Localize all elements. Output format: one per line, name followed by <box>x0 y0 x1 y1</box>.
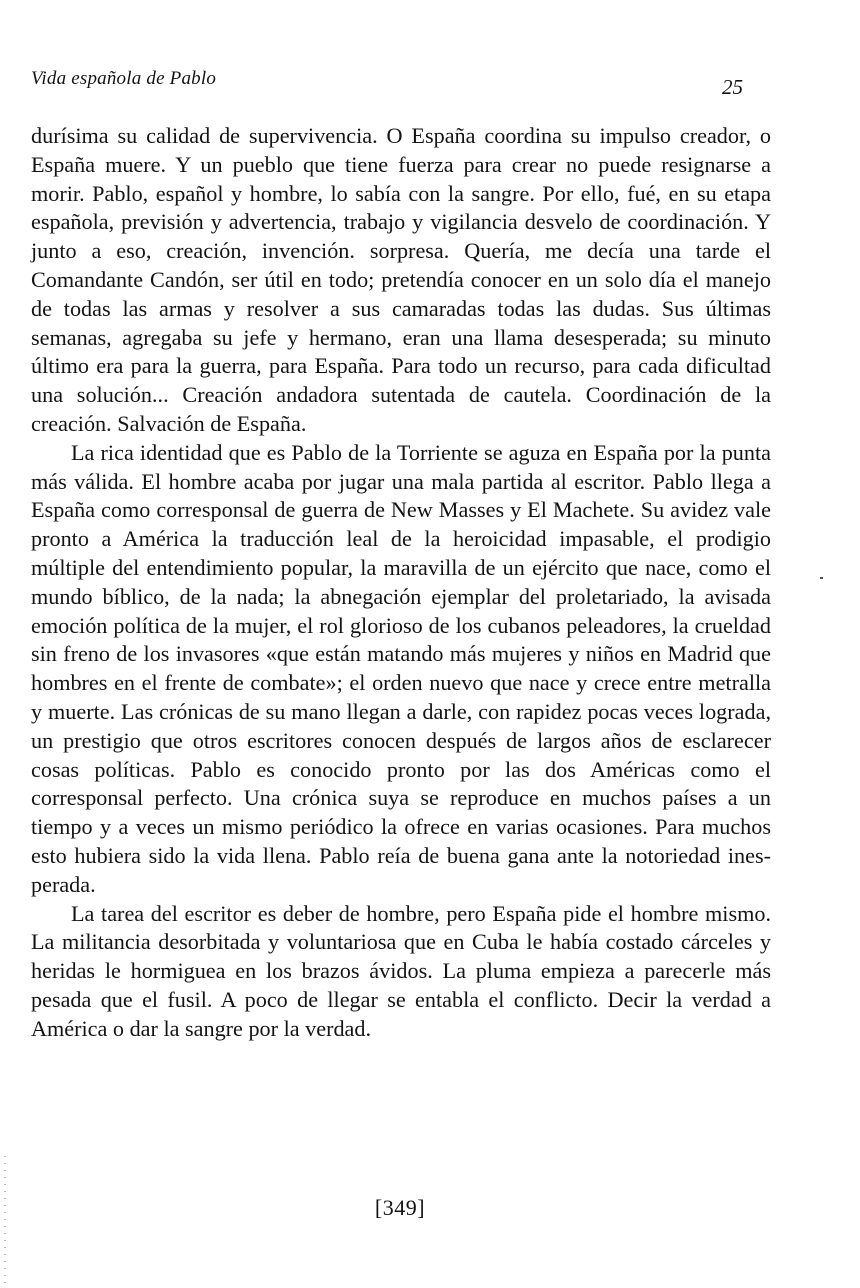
body-text <box>31 122 771 1044</box>
running-title: Vida española de Pablo <box>31 68 217 89</box>
folio-number: [349] <box>374 1195 426 1220</box>
paragraph: La tarea del escritor es deber de hombre, pero España pide el hombre mismo. La militancia desorbitada y voluntariosa que en Cuba le había costado cárceles y heridas le hormiguea en los brazos ávidos. La pluma empieza a parecerle más pesada que el fusil. A poco de llegar se entabla el conflicto. Decir la verdad a América o dar la sangre por la verdad. <box>31 900 771 1041</box>
page-number: 25 <box>722 75 743 99</box>
paragraph: durísima su calidad de supervivencia. O España coordina su impulso creador, o España muere. Y un pueblo que tiene fuerza para crear no puede resignarse a morir. Pablo, español y hombre, lo sabía con la sangre. Por ello, fué, en su etapa española, previsión y advertencia, trabajo y vigilancia desvelo de coordinación. Y junto a eso, creación, invención. sorpresa. Quería, me decía una tarde el Comandante Candón, ser útil en todo; pretendía conocer en un solo día el manejo de todas las armas y resolver a sus camaradas todas las dudas. Sus últimas semanas, agregaba su jefe y hermano, eran una llama desesperada; su minuto último era para la guerra, para España. Para todo un recurso, para cada dificultad una solución... Creación andadora sutentada de cautela. Coordinación de la creación. Salvación de España. <box>31 123 771 436</box>
paragraph: La rica identidad que es Pablo de la Torriente se aguza en España por la punta más válida. El hombre acaba por jugar una mala partida al escritor. Pablo llega a España como corresponsal de guerra de New Masses y El Machete. Su avidez vale pronto a América la traducción leal de la heroicidad impasable, el prodigio múltiple del entendimiento popular, la maravilla de un ejército que nace, como el mundo bíblico, de la nada; la abnegación ejemplar del proletariado, la avisada emoción política de la mujer, el rol glorioso de los cubanos peleadores, la crueldad sin freno de los invasores «que están matando más mujeres y niños en Madrid que hombres en el frente de combate»; el orden nuevo que nace y crece entre metralla y muerte. Las crónicas de su mano llegan a darle, con rapidez pocas veces lograda, un prestigio que otros escritores conocen después de largos años de esclarecer cosas políticas. Pablo es conocido pronto por las dos Américas como el corresponsal perfecto. Una crónica suya se reproduce en muchos países a un tiempo y a veces un mismo periódico la ofrece en varias ocasiones. Para muchos esto hubiera sido la vida llena. Pablo reía de buena gana ante la notoriedad inesperada. <box>31 439 771 897</box>
binding-edge <box>4 1150 6 1288</box>
margin-speck <box>820 577 823 579</box>
